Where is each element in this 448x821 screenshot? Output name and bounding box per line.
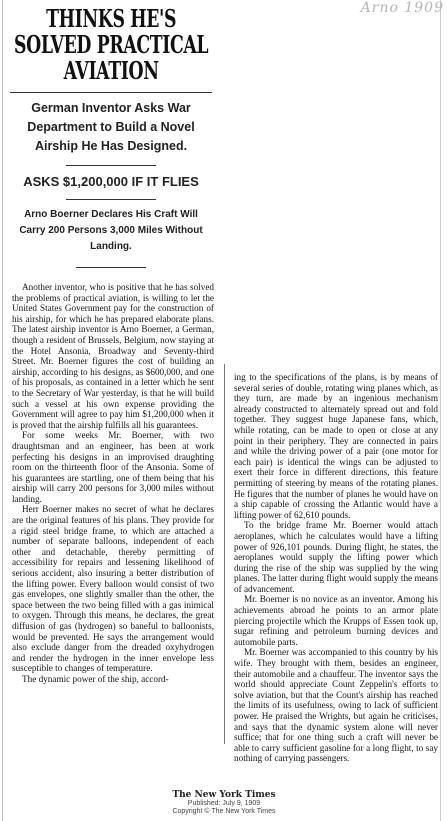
paragraph: For some weeks Mr. Boerner, with two draughtsman and an engineer, has been at work perfecting his designs in an improvised draughting room on the thirteenth floor of the Ansonia. Some of his guarantees are startling, one of them being that his airship will carry 200 persons for 3,000 miles without landing. — [12, 430, 214, 504]
paragraph: ing to the specifications of the plans, is by means of several series of double, rotating wing planes which, as they turn, are made by an ingenious mechanism already constructed to alternately spread out and fold together. They suggest huge Japanese fans, which, while rotating, can be made to open or close at any point in their periphery. They are connected in pairs and while the driving power of a pair (one motor for each pair) is identical the wings can be adjusted to exert their force in different directions, this feature permitting of steering by means of the rotating planes. He figures that the number of planes he would have on a ship capable of crossing the Atlantic would have a lifting power of 62,610 pounds. — [234, 372, 438, 520]
article-column-right — [234, 372, 438, 764]
copyright-notice: Copyright © The New York Times — [172, 808, 276, 815]
masthead: The New York Times — [172, 790, 276, 800]
headline: THINKS HE'S SOLVED PRACTICAL AVIATION — [14, 4, 209, 85]
clipping-left-edge — [2, 0, 3, 821]
article-column-left — [12, 282, 214, 685]
divider — [76, 267, 146, 268]
footer — [0, 791, 448, 817]
handwritten-annotation: Arno 1909 — [360, 0, 444, 16]
paragraph: Another inventor, who is positive that he has solved the problems of practical aviation, is willing to let the United States Government pay for the construction of his airship, for which he has prepared elaborate plans. The latest airship inventor is Arno Boerner, a German, though a resident of Brussels, Belgium, now staying at the Hotel Ansonia, Broadway and Seventy-third Street. Mr. Boerner figures the cost of building an airship, according to his designs, as $600,000, and one of his proposals, as contained in a letter which he sent to the Secretary of War yesterday, is that he will build such a vessel at his own expense providing the Government will agree to pay him $1,200,000 when it is proved that the airship fulfills all his guarantees. — [12, 282, 214, 430]
headline-block — [6, 6, 216, 268]
paragraph: To the bridge frame Mr. Boerner would attach aeroplanes, which he calculates would have a lifting power of 926,101 pounds. During flight, he states, the aeroplanes would supply the lifting power which during the rise of the ship was supplied by the wing planes. The latter during flight would supply the means of advancement. — [234, 520, 438, 594]
column-rule — [224, 364, 225, 744]
paragraph: Mr. Boerner is no novice as an inventor. Among his achievements abroad he points to an armor plate piercing projectile which the Krupps of Essen took up, sugar refining and petroleum burning devices and automobile parts. — [234, 594, 438, 647]
clipping-right-edge — [440, 0, 441, 821]
paragraph: Mr. Boerner was accompanied to this country by his wife. They brought with them, besides an engineer, their automobile and a chauffeur. The inventor says the world should appreciate Count Zeppelin's efforts to solve aviation, but that the Count's airship has reached the limits of its usefulness, owing to lack of sufficient power. He praised the Wrights, but again he criticises, and says that the dynamic system alone will never suffice; that for one thing such a craft will never be able to carry sufficient gasoline for a long flight, to say nothing of carrying passengers. — [234, 647, 438, 764]
deck-secondary: ASKS $1,200,000 IF IT FLIES — [23, 174, 199, 189]
paragraph: The dynamic power of the ship, accord- — [22, 673, 169, 684]
paragraph: Herr Boerner makes no secret of what he declares are the original features of his plans. They provide for a rigid steel bridge frame, to which are attached a number of separate balloons, independent of each other and detachable, thereby permitting of accessibility for repairs and lessening likelihood of serious accident, also insuring a better distribution of the lifting power. Every balloon would consist of two gas envelopes, one slightly smaller than the other, the space between the two being filled with a gas inimical to oxygen. Through this means, he declares, the great diffusion of gas (hydrogen) so baneful to balloonists, would be prevented. He says the arrangement would also exclude danger from the dreaded oxyhydrogen and render the hydrogen in the inner envelope less susceptible to changes of temperature. — [12, 504, 214, 674]
published-date: Published: July 9, 1909 — [187, 799, 261, 807]
divider — [66, 165, 156, 166]
deck-tertiary: Arno Boerner Declares His Craft Will Carry 200 Persons 3,000 Miles Without Landing. — [19, 209, 203, 252]
deck-primary: German Inventor Asks War Department to Build a Novel Airship He Has Designed. — [27, 101, 195, 153]
divider — [10, 92, 212, 93]
divider — [66, 199, 156, 200]
